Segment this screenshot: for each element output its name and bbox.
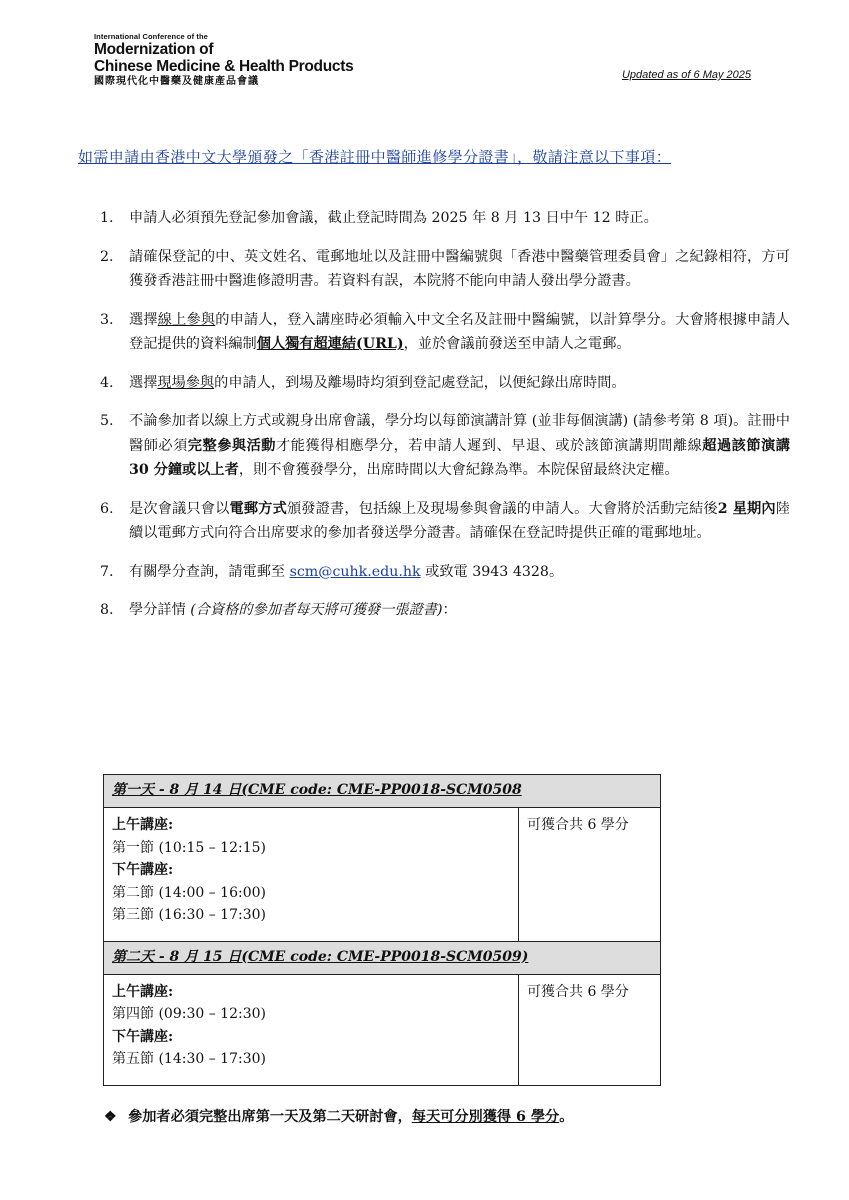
list-item	[100, 245, 790, 294]
item-number: 4.	[100, 374, 114, 391]
credit-table	[103, 774, 661, 1086]
emphasis-text: 2 星期內	[717, 500, 776, 517]
logo-line-3: Chinese Medicine & Health Products	[94, 58, 354, 75]
list-item	[100, 497, 790, 546]
list-item	[100, 409, 790, 483]
text-run: ，則不會獲發學分，出席時間以大會紀錄為準。本院保留最終決定權。	[238, 462, 679, 478]
day-label: 第二天 - 8 月 15 日	[112, 948, 242, 965]
logo-line-4: 國際現代化中醫藥及健康產品會議	[94, 76, 259, 87]
pm-label: 下午講座:	[112, 1028, 174, 1045]
am-label: 上午講座:	[112, 817, 174, 833]
table-row	[104, 808, 660, 942]
list-item	[100, 308, 790, 357]
item-text	[129, 560, 790, 585]
item-number: 6.	[100, 500, 114, 517]
notice-list	[100, 206, 790, 637]
emphasis-text: 電郵方式	[229, 500, 287, 517]
italic-note: (合資格的參加者每天將可獲發一張證書)	[190, 602, 443, 618]
list-item	[100, 598, 790, 623]
footnote-text: 參加者必須完整出席第一天及第二天研討會，	[128, 1109, 412, 1125]
text-run: 選擇	[129, 311, 158, 328]
item-text	[129, 245, 790, 294]
text-run: 學分詳情	[129, 602, 191, 618]
text-run: 是次會議只會以	[129, 500, 230, 517]
session-item: 第二節 (14:00 – 16:00)	[112, 884, 266, 901]
conference-logo	[94, 32, 353, 88]
item-number: 1.	[100, 210, 114, 226]
text-run: 的申請人，登入講座時必須輸入中文全名及註冊中醫編號，以計算學分。大會將根據申請人登記提供的資料編制	[129, 311, 790, 352]
text-run: 陸續以電郵方式向符合出席要求的參加者發送學分證書。請確保在登記時提供正確的電郵地址。	[129, 500, 790, 541]
item-text	[129, 308, 790, 357]
text-run: ：	[442, 602, 457, 618]
item-number: 5.	[100, 413, 114, 429]
text-run: ，並於會議前發送至申請人之電郵。	[403, 336, 631, 352]
item-number: 7.	[100, 563, 114, 580]
cme-code: (CME code: CME-PP0018-SCM0509)	[241, 948, 529, 965]
logo-line-1: International Conference of the	[94, 32, 208, 41]
underlined-text: 現場參與	[157, 374, 215, 391]
list-item	[100, 560, 790, 585]
underlined-text: 線上參與	[157, 311, 216, 328]
footnote-end: 。	[559, 1109, 574, 1125]
diamond-bullet-icon: ❖	[104, 1109, 117, 1125]
item-text	[129, 371, 790, 396]
session-item: 第四節 (09:30 – 12:30)	[112, 1006, 266, 1022]
text-run: 選擇	[129, 374, 158, 391]
text-run: 頒發證書，包括線上及現場參與會議的申請人。大會將於活動完結後	[286, 500, 718, 517]
text-run: 才能獲得相應學分，若申請人遲到、早退、或於該節演講期間離線	[276, 437, 703, 454]
day-header	[104, 942, 660, 975]
item-number: 8.	[100, 602, 114, 618]
am-label: 上午講座:	[112, 983, 174, 1000]
list-item	[100, 206, 790, 231]
emphasis-text: 個人獨有超連結(URL)	[256, 336, 404, 352]
text-run: 請確保登記的中、英文姓名、電郵地址以及註冊中醫編號與「香港中醫藥管理委員會」之紀錄相符，方可獲發香港註冊中醫進修證明書。若資料有誤，本院將不能向申請人發出學分證書。	[129, 248, 790, 289]
session-item: 第一節 (10:15 – 12:15)	[112, 839, 266, 856]
credits-cell: 可獲合共 6 學分	[527, 817, 629, 833]
day-header	[104, 775, 660, 808]
footnote-emphasis: 每天可分別獲得 6 學分	[411, 1109, 560, 1125]
email-link[interactable]: scm@cuhk.edu.hk	[289, 563, 421, 580]
footnote	[104, 1106, 573, 1126]
item-text	[129, 598, 790, 623]
text-run: 的申請人，到場及離場時均須到登記處登記，以便紀錄出席時間。	[214, 374, 626, 391]
item-text	[129, 497, 790, 546]
emphasis-text: 完整參與活動	[187, 437, 276, 454]
table-row	[104, 975, 660, 1085]
emphasis-text: 超過該節演講 30 分鐘或以上者	[129, 437, 790, 478]
session-item: 第五節 (14:30 – 17:30)	[112, 1051, 266, 1067]
pm-label: 下午講座:	[112, 862, 174, 878]
text-run: 申請人必須預先登記參加會議，截止登記時間為 2025 年 8 月 13 日中午 12 時正。	[129, 210, 658, 226]
day-label: 第一天 - 8 月 14 日	[112, 782, 242, 798]
logo-line-2: Modernization of	[94, 41, 214, 58]
list-item	[100, 371, 790, 396]
item-text	[129, 206, 790, 231]
item-text	[129, 409, 790, 483]
page-heading: 如需申請由香港中文大學頒發之「香港註冊中醫師進修學分證書」，敬請注意以下事項：	[78, 148, 672, 166]
session-cell	[104, 808, 519, 941]
item-number: 2.	[100, 248, 114, 265]
session-cell	[104, 975, 519, 1085]
text-run: 不論參加者以線上方式或親身出席會議，學分均以每節演講計算 (並非每個演講) (請參考第 8 項)。註冊中醫師必須	[129, 413, 790, 454]
credits-cell: 可獲合共 6 學分	[527, 983, 629, 1000]
cme-code: (CME code: CME-PP0018-SCM0508	[241, 782, 522, 798]
text-run: 有關學分查詢，請電郵至	[129, 563, 290, 580]
updated-date: Updated as of 6 May 2025	[621, 69, 751, 81]
text-run: 或致電 3943 4328。	[420, 563, 564, 580]
item-number: 3.	[100, 311, 114, 328]
session-item: 第三節 (16:30 – 17:30)	[112, 907, 266, 923]
